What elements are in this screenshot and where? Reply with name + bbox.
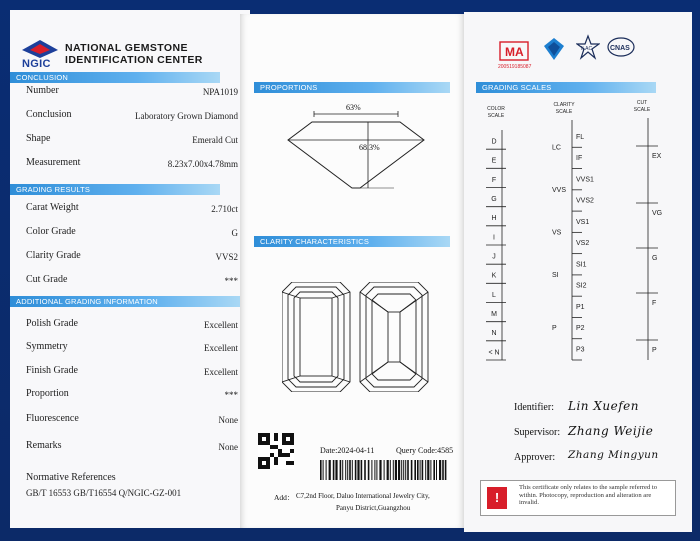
color-grade-label: D (491, 138, 497, 146)
query-code: Query Code:4585 (396, 446, 454, 455)
signature-label: Supervisor: (514, 427, 561, 438)
barcode-bar (439, 460, 441, 480)
color-scale-header: SCALE (487, 113, 505, 119)
clarity-grade-label: P3 (576, 346, 585, 354)
additional-row-value: None (218, 442, 238, 452)
address-line1: C7,2nd Floor, Daluo International Jewelry City, (296, 492, 430, 500)
barcode-bar (326, 460, 327, 480)
barcode-bar (442, 460, 444, 480)
barcode-bar (342, 460, 343, 480)
color-grade-label: I (493, 234, 495, 242)
address-label: Add： (274, 493, 295, 502)
barcode-bar (347, 460, 348, 480)
color-grade-label: N (491, 330, 497, 338)
barcode-bar (405, 460, 406, 480)
warning-icon: ! (487, 487, 507, 509)
barcode-bar (407, 460, 409, 480)
grading-row-value: G (231, 228, 238, 238)
grading-row-label: Carat Weight (26, 202, 79, 213)
color-grade-label: G (491, 195, 497, 203)
conclusion-row-label: Measurement (26, 157, 81, 168)
color-grade-label: < N (488, 349, 500, 357)
cut-scale-header: CUT (636, 100, 648, 106)
clarity-group-label: VVS (552, 186, 567, 194)
proportion-diagram (276, 98, 436, 198)
ngic-mark-icon (542, 36, 566, 62)
barcode-bar (329, 460, 331, 480)
color-grade-label: F (491, 176, 497, 184)
color-grade-label: L (492, 291, 496, 299)
signature-name: Zhang Weijie (568, 424, 654, 438)
grading-row-label: Cut Grade (26, 274, 68, 285)
barcode-bar (390, 460, 391, 480)
barcode-bar (379, 460, 381, 480)
org-name (65, 42, 203, 66)
middle-panel (240, 14, 464, 528)
barcode-bar (352, 460, 353, 480)
grading-row-label: Clarity Grade (26, 250, 81, 261)
color-scale-header: COLOR (487, 106, 505, 112)
conclusion-row-value: NPA1019 (202, 87, 238, 97)
address-line2: Panyu District,Guangzhou (336, 504, 411, 512)
cut-grade-label: F (652, 300, 657, 307)
cma-text: MA (505, 45, 524, 59)
barcode-bar (414, 460, 416, 480)
barcode-icon (320, 460, 448, 480)
additional-row-value: None (218, 415, 238, 425)
grading-scales-header: GRADING SCALES (476, 82, 656, 93)
clarity-characteristics-header: CLARITY CHARACTERISTICS (254, 236, 450, 247)
barcode-bar (374, 460, 375, 480)
cma-number: 200519185087 (498, 64, 532, 70)
clarity-grade-label: SI2 (576, 282, 587, 290)
org-name-line1: NATIONAL GEMSTONE (65, 42, 188, 54)
clarity-plot-diagram (282, 282, 432, 392)
depth-percent: 68.3% (359, 143, 380, 152)
barcode-bar (411, 460, 413, 480)
barcode-bar (345, 460, 346, 480)
barcode-bar (357, 460, 359, 480)
barcode-bar (376, 460, 377, 480)
cut-scale-header: SCALE (633, 107, 651, 113)
barcode-bar (420, 460, 421, 480)
additional-row-value: Excellent (204, 367, 238, 377)
color-grade-label: H (491, 215, 497, 223)
barcode-bar (427, 460, 429, 480)
grading-results-header: GRADING RESULTS (10, 184, 220, 195)
additional-row-label: Proportion (26, 388, 69, 399)
right-panel (464, 12, 692, 532)
barcode-bar (433, 460, 435, 480)
signature-label: Approver: (514, 452, 556, 463)
grading-row-label: Color Grade (26, 226, 76, 237)
clarity-grade-label: P2 (576, 325, 585, 333)
cut-grade-label: EX (652, 153, 662, 160)
signature-name: Lin Xuefen (568, 399, 639, 413)
org-name-line2: IDENTIFICATION CENTER (65, 54, 203, 66)
additional-row-label: Finish Grade (26, 365, 78, 376)
ilac-star-icon (576, 34, 600, 62)
clarity-grade-label: IF (576, 155, 583, 163)
additional-row-label: Symmetry (26, 341, 68, 352)
barcode-bar (333, 460, 335, 480)
clarity-group-label: LC (552, 144, 561, 152)
cut-grade-label: VG (652, 210, 663, 217)
clarity-grade-label: VVS2 (576, 197, 594, 205)
clarity-grade-label: FL (576, 133, 585, 141)
grading-scales-chart (472, 100, 682, 370)
barcode-bar (335, 460, 337, 480)
barcode-bar (361, 460, 363, 480)
ilac-text: ILAC (581, 46, 593, 52)
grading-row-value: VVS2 (215, 252, 238, 262)
conclusion-header: CONCLUSION (10, 72, 220, 83)
barcode-bar (349, 460, 351, 480)
barcode-bar (425, 460, 426, 480)
conclusion-row-label: Conclusion (26, 109, 72, 120)
conclusion-row-value: Emerald Cut (192, 135, 238, 145)
barcode-bar (320, 460, 322, 480)
additional-row-label: Fluorescence (26, 413, 79, 424)
logo-text: NGIC (22, 58, 51, 70)
notice-box (480, 480, 676, 516)
qr-code-icon[interactable] (258, 433, 294, 469)
cut-grade-label: G (652, 255, 658, 262)
barcode-bar (422, 460, 424, 480)
barcode-bar (364, 460, 366, 480)
issue-date: Date:2024-04-11 (320, 446, 375, 455)
clarity-grade-label: VVS1 (576, 176, 594, 184)
conclusion-row-label: Shape (26, 133, 51, 144)
cnas-logo-icon (606, 36, 636, 60)
additional-row-label: Polish Grade (26, 318, 78, 329)
grading-row-value: 2.710ct (211, 204, 238, 214)
barcode-bar (393, 460, 394, 480)
conclusion-row-value: Laboratory Grown Diamond (135, 111, 238, 121)
color-grade-label: E (491, 157, 497, 165)
barcode-bar (387, 460, 389, 480)
left-panel (10, 10, 250, 528)
clarity-group-label: VS (552, 229, 562, 237)
signature-label: Identifier: (514, 402, 554, 413)
clarity-grade-label: SI1 (576, 261, 587, 269)
cnas-text: CNAS (610, 45, 630, 52)
clarity-group-label: P (552, 325, 557, 333)
barcode-bar (403, 460, 404, 480)
clarity-grade-label: VS1 (576, 218, 590, 226)
color-grade-label: M (491, 310, 497, 318)
cma-logo-icon (498, 40, 540, 70)
table-percent: 63% (346, 103, 361, 112)
additional-row-label: Remarks (26, 440, 62, 451)
grading-row-value: *** (224, 276, 238, 286)
barcode-bar (436, 460, 437, 480)
signature-name: Zhang Mingyun (568, 449, 659, 461)
barcode-bar (430, 460, 431, 480)
additional-row-value: Excellent (204, 343, 238, 353)
normative-title: Normative References (26, 472, 116, 483)
barcode-bar (417, 460, 419, 480)
clarity-group-label: SI (552, 272, 559, 280)
color-grade-label: K (491, 272, 497, 280)
color-grade-label: J (492, 253, 496, 261)
notice-text: This certificate only relates to the sample referred to within. Photocopy, reproduction and alteration are invalid. (519, 484, 658, 507)
barcode-bar (368, 460, 370, 480)
barcode-bar (401, 460, 402, 480)
barcode-bar (384, 460, 385, 480)
barcode-bar (340, 460, 342, 480)
additional-info-header: ADDITIONAL GRADING INFORMATION (10, 296, 240, 307)
conclusion-row-label: Number (26, 85, 59, 96)
cut-grade-label: P (652, 347, 657, 354)
conclusion-row-value: 8.23x7.00x4.78mm (167, 159, 238, 169)
clarity-scale-header: CLARITY (553, 102, 575, 108)
barcode-bar (398, 460, 400, 480)
normative-refs: GB/T 16553 GB/T16554 Q/NGIC-GZ-001 (26, 488, 182, 498)
clarity-grade-label: P1 (576, 303, 585, 311)
barcode-bar (445, 460, 447, 480)
proportions-header: PROPORTIONS (254, 82, 450, 93)
additional-row-value: *** (224, 390, 238, 400)
additional-row-value: Excellent (204, 320, 238, 330)
barcode-bar (395, 460, 397, 480)
clarity-scale-header: SCALE (555, 109, 573, 115)
barcode-bar (371, 460, 372, 480)
barcode-bar (355, 460, 357, 480)
barcode-bar (323, 460, 324, 480)
clarity-grade-label: VS2 (576, 240, 590, 248)
